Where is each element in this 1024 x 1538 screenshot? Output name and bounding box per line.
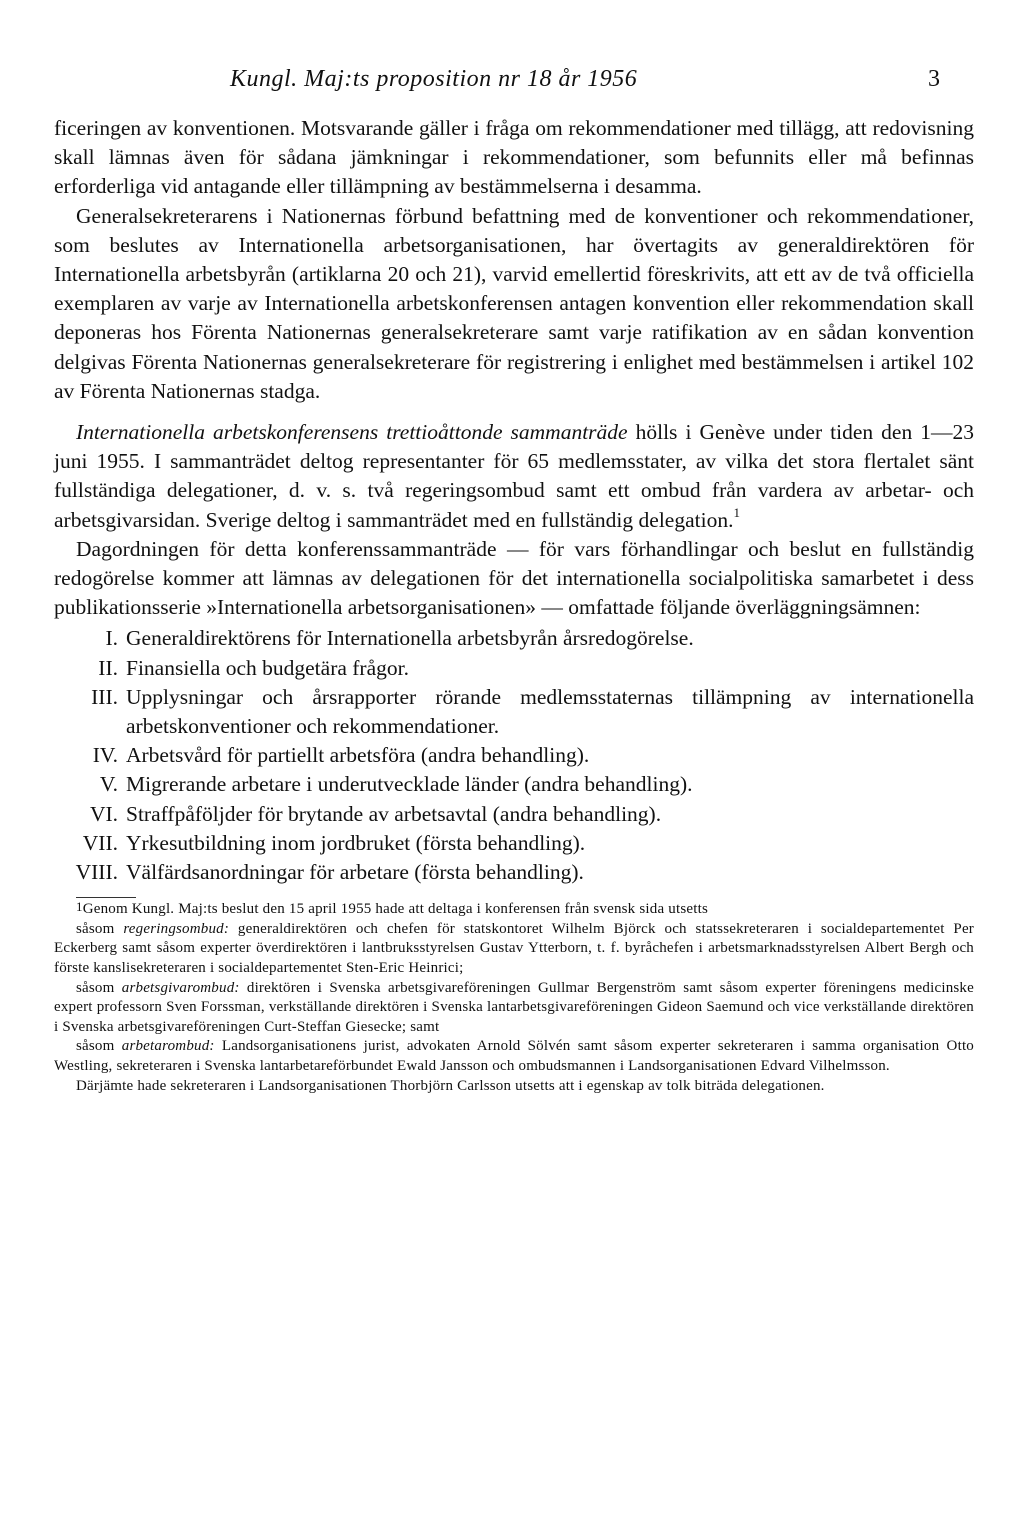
footnote-divider — [76, 897, 136, 898]
footnotes — [54, 897, 974, 1096]
footnote-reference: 1 — [733, 504, 740, 520]
agenda-text: Yrkesutbildning inom jordbruket (första behandling). — [126, 830, 586, 855]
agenda-item — [54, 683, 974, 741]
agenda-text: Arbetsvård för partiellt arbetsföra (andra behandling). — [126, 743, 590, 768]
agenda-number: IV. — [92, 743, 118, 768]
paragraph-conference — [54, 418, 974, 535]
footnote-lead: såsom — [76, 920, 124, 937]
agenda-item — [54, 770, 974, 799]
footnote-role: regeringsombud: — [123, 920, 230, 937]
paragraph-agenda-intro: Dagordningen för detta konferenssammanträde — för vars förhandlingar och beslut en fullständig redogörelse kommer att lämnas av delegationen för det internationella socialpolitiska samarbetet i dess publikationsserie »Internationella arbetsorganisationen» — omfattade följande överläggningsämnen: — [54, 536, 974, 620]
agenda-number: V. — [99, 772, 118, 797]
agenda-number: I. — [105, 626, 118, 651]
agenda-text: Generaldirektörens för Internationella arbetsbyrån årsredogörelse. — [126, 626, 694, 651]
document-page — [54, 60, 974, 1096]
agenda-item — [54, 741, 974, 770]
page-header — [54, 60, 974, 100]
agenda-item — [54, 800, 974, 829]
footnote-1 — [54, 900, 974, 920]
conference-heading: Internationella arbetskonferensens trettioåttonde sammanträde — [76, 420, 628, 445]
footnote-text: direktören i Svenska arbetsgivareföreningen Gullmar Bergenström samt såsom experter föreningens medicinske expert professorn Sven Forssman, verkställande direktören i Svenska lantarbetsgivareföreningen Gideon Saemund och vice verkställande direktören i Svenska arbetsgivareföreningen Curt-Steffan Giesecke; samt — [54, 979, 974, 1035]
agenda-number: II. — [98, 655, 118, 680]
footnote-employer-delegates — [54, 979, 974, 1038]
agenda-item — [54, 829, 974, 858]
footnote-role: arbetarombud: — [121, 1038, 215, 1055]
agenda-number: III. — [91, 684, 118, 709]
body-text — [54, 114, 974, 622]
agenda-item — [54, 858, 974, 887]
agenda-list — [54, 624, 974, 887]
running-title: Kungl. Maj:ts proposition nr 18 år 1956 — [230, 66, 638, 92]
agenda-number: VI. — [89, 801, 118, 826]
paragraph-continuation: ficeringen av konventionen. Motsvarande gäller i fråga om rekommendationer med tillägg, att redovisning skall lämnas även för sådana jämkningar i rekommendationer, som befunnits eller må befinnas erforderliga vid antagande eller tillämpning av bestämmelserna i desamma. — [54, 116, 974, 199]
footnote-text: Genom Kungl. Maj:ts beslut den 15 april 1955 hade att deltaga i konferensen från svensk sida utsetts — [82, 901, 708, 918]
footnote-text: generaldirektören och chefen för statskontoret Wilhelm Björck och statssekreteraren i socialdepartementet Per Eckerberg samt såsom experter överdirektören i lantbruksstyrelsen Gustav Ytterborn, t. f. byråchefen i arbetsmarknadsstyrelsen Albert Bergh och förste kanslisekreteraren i socialdepartementet Sten-Eric Heinrici; — [54, 920, 974, 977]
footnote-role: arbetsgivarombud: — [121, 979, 240, 996]
footnote-text: Landsorganisationens jurist, advokaten Arnold Sölvén samt såsom experter sekreteraren i samma organisation Otto Westling, sekreteraren i Svenska lantarbetareförbundet Ewald Jansson och ombudsmannen i Landsorganisationen Edvard Vilhelmsson. — [54, 1038, 975, 1075]
agenda-item — [54, 624, 974, 653]
footnote-interpreter: Därjämte hade sekreteraren i Landsorganisationen Thorbjörn Carlsson utsetts att i egenskap av tolk biträda delegationen. — [76, 1077, 825, 1094]
agenda-number: VIII. — [75, 860, 118, 885]
footnote-worker-delegates — [54, 1037, 974, 1076]
agenda-text: Finansiella och budgetära frågor. — [126, 655, 409, 680]
agenda-text: Upplysningar och årsrapporter rörande medlemsstaternas tillämpning av internationella arbetskonventioner och rekommendationer. — [126, 684, 974, 739]
conference-text: hölls i Genève under tiden den 1—23 juni 1955. I sammanträdet deltog representanter för 65 medlemsstater, av vilka det stora flertalet sänt fullständiga delegationer, d. v. s. två regeringsombud samt ett ombud från vardera av arbetar- och arbetsgivarsidan. Sverige deltog i sammanträdet med en fullständig delegation. — [54, 420, 974, 532]
footnote-mark: 1 — [76, 899, 83, 915]
footnote-government-delegates — [54, 920, 974, 979]
agenda-text: Migrerande arbetare i underutvecklade länder (andra behandling). — [126, 772, 693, 797]
paragraph-secretary-general: Generalsekreterarens i Nationernas förbund befattning med de konventioner och rekommendationer, som beslutes av Internationella arbetsorganisationen, har övertagits av generaldirektören för Internationella arbetsbyrån (artiklarna 20 och 21), varvid emellertid föreskrivits, att ett av de två officiella exemplaren av varje av Internationella arbetskonferensen antagen konvention eller rekommendation skall deponeras hos Förenta Nationernas generalsekreterare samt varje ratifikation av en sådan konvention delgivas Förenta Nationernas generalsekreterare för registrering i enlighet med bestämmelsen i artikel 102 av Förenta Nationernas stadga. — [54, 203, 974, 403]
agenda-text: Välfärdsanordningar för arbetare (första behandling). — [126, 860, 584, 885]
footnote-lead: såsom — [76, 979, 122, 996]
agenda-item — [54, 654, 974, 683]
agenda-number: VII. — [82, 830, 118, 855]
agenda-text: Straffpåföljder för brytande av arbetsavtal (andra behandling). — [126, 801, 662, 826]
footnote-lead: såsom — [76, 1038, 122, 1055]
page-number: 3 — [928, 66, 940, 92]
